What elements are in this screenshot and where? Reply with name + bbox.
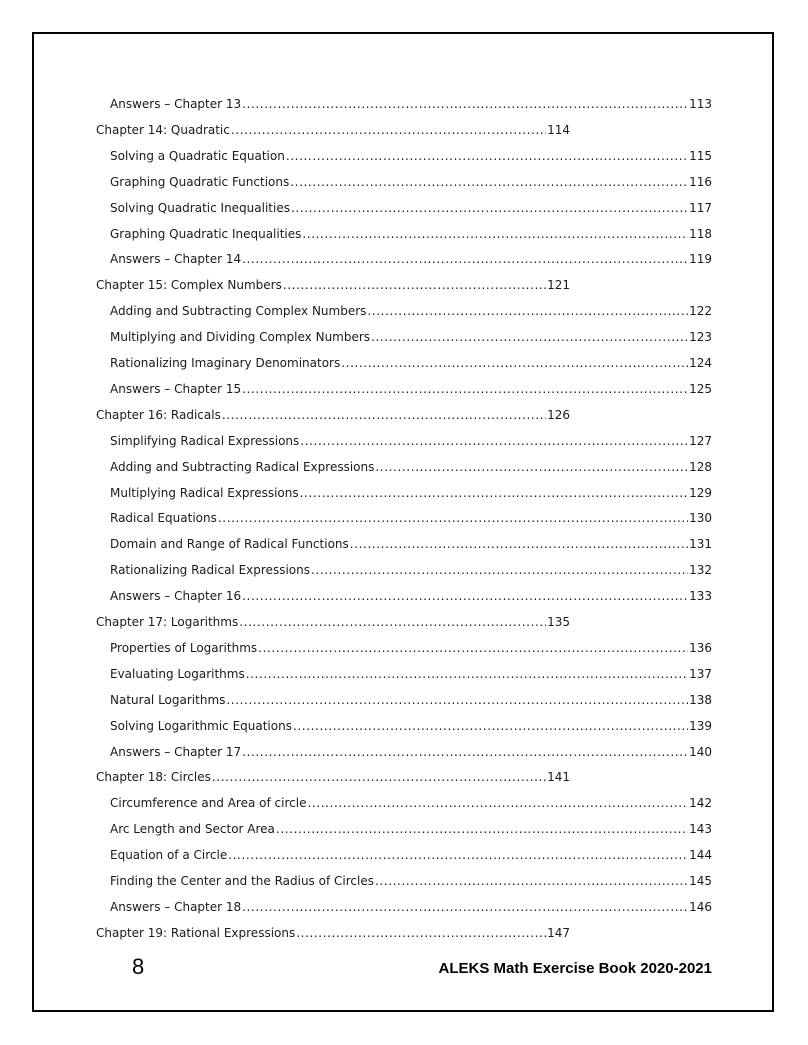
toc-entry-page: 126 — [547, 407, 570, 422]
toc-entry-title: Arc Length and Sector Area — [110, 822, 275, 837]
toc-entry[interactable] — [110, 741, 712, 759]
toc-dot-leader — [283, 278, 546, 292]
toc-entry-title: Rationalizing Radical Expressions — [110, 563, 310, 578]
toc-entry[interactable] — [110, 870, 712, 888]
footer-book-title: ALEKS Math Exercise Book 2020-2021 — [438, 960, 712, 977]
toc-entry[interactable] — [110, 715, 712, 733]
toc-entry[interactable] — [110, 533, 712, 551]
toc-dot-leader — [296, 926, 546, 940]
toc-entry[interactable] — [110, 456, 712, 474]
toc-entry[interactable] — [110, 171, 712, 189]
toc-entry-title: Finding the Center and the Radius of Circles — [110, 874, 374, 888]
toc-entry-page: 117 — [689, 200, 712, 215]
toc-entry-title: Solving Logarithmic Equations — [110, 718, 292, 733]
toc-entry-page: 113 — [689, 97, 712, 111]
toc-entry-page: 129 — [689, 485, 712, 500]
toc-entry[interactable] — [110, 818, 712, 836]
toc-entry-page: 125 — [689, 381, 712, 396]
toc-dot-leader — [290, 175, 688, 189]
toc-entry-title: Answers – Chapter 16 — [110, 589, 242, 604]
toc-dot-leader — [228, 848, 688, 862]
toc-dot-leader — [300, 434, 688, 448]
toc-entry[interactable] — [110, 482, 712, 500]
toc-dot-leader — [242, 900, 688, 914]
toc-entry[interactable] — [110, 326, 712, 344]
toc-entry-title: Circumference and Area of circle — [110, 796, 307, 811]
toc-dot-leader — [291, 201, 688, 215]
toc-entry-title: Answers – Chapter 14 — [110, 252, 242, 267]
toc-dot-leader — [307, 796, 688, 810]
toc-dot-leader — [246, 667, 688, 681]
toc-entry-page: 141 — [547, 770, 570, 785]
toc-dot-leader — [350, 537, 688, 551]
toc-entry-title: Solving a Quadratic Equation — [110, 148, 285, 163]
toc-entry-title: Chapter 18: Circles — [96, 770, 211, 785]
toc-dot-leader — [242, 97, 688, 111]
toc-entry-title: Chapter 17: Logarithms — [96, 615, 239, 629]
toc-entry[interactable] — [110, 197, 712, 215]
toc-entry-page: 131 — [689, 537, 712, 552]
toc-entry[interactable] — [110, 663, 712, 681]
toc-entry-page: 132 — [689, 563, 712, 578]
toc-dot-leader — [242, 382, 688, 396]
footer-page-number: 8 — [132, 954, 145, 979]
toc-dot-leader — [300, 486, 688, 500]
toc-entry[interactable] — [110, 378, 712, 396]
toc-dot-leader — [375, 460, 688, 474]
toc-entry[interactable] — [110, 559, 712, 577]
toc-entry-title: Multiplying and Dividing Complex Numbers — [110, 330, 371, 345]
toc-entry-page: 118 — [689, 226, 712, 241]
toc-dot-leader — [293, 719, 688, 733]
toc-entry-page: 147 — [547, 925, 570, 940]
toc-dot-leader — [302, 227, 688, 241]
toc-entry-page: 133 — [689, 589, 712, 604]
toc-entry-page: 146 — [689, 899, 712, 914]
toc-entry-page: 143 — [689, 822, 712, 837]
toc-entry-title: Rationalizing Imaginary Denominators — [110, 356, 341, 370]
toc-chapter-entry[interactable] — [96, 611, 570, 629]
toc-entry[interactable] — [110, 792, 712, 810]
toc-entry-title: Chapter 19: Rational Expressions — [96, 925, 296, 940]
toc-entry-page: 122 — [689, 304, 712, 319]
toc-entry-page: 138 — [689, 692, 712, 707]
toc-entry[interactable] — [110, 352, 712, 370]
toc-dot-leader — [239, 615, 546, 629]
toc-dot-leader — [242, 252, 688, 266]
toc-entry-title: Answers – Chapter 17 — [110, 744, 242, 759]
toc-entry-title: Graphing Quadratic Functions — [110, 174, 290, 189]
toc-dot-leader — [286, 149, 688, 163]
toc-entry[interactable] — [110, 844, 712, 862]
toc-entry[interactable] — [110, 223, 712, 241]
toc-dot-leader — [242, 745, 688, 759]
toc-entry-page: 123 — [689, 330, 712, 345]
toc-dot-leader — [276, 822, 688, 836]
toc-entry-title: Multiplying Radical Expressions — [110, 485, 299, 500]
toc-entry-title: Answers – Chapter 13 — [110, 97, 242, 111]
toc-entry-page: 130 — [689, 511, 712, 526]
toc-chapter-entry[interactable] — [96, 119, 570, 137]
toc-dot-leader — [341, 356, 688, 370]
toc-entry-page: 128 — [689, 459, 712, 474]
toc-entry-page: 137 — [689, 666, 712, 681]
toc-entry-title: Equation of a Circle — [110, 848, 228, 863]
toc-entry-title: Solving Quadratic Inequalities — [110, 200, 290, 215]
toc-chapter-entry[interactable] — [96, 922, 570, 940]
toc-entry-page: 124 — [689, 356, 712, 370]
toc-entry-title: Answers – Chapter 15 — [110, 381, 242, 396]
toc-entry-title: Chapter 15: Complex Numbers — [96, 278, 282, 293]
toc-entry-page: 119 — [689, 252, 712, 267]
toc-entry[interactable] — [110, 145, 712, 163]
toc-entry-page: 114 — [547, 122, 570, 137]
toc-entry-title: Graphing Quadratic Inequalities — [110, 226, 302, 241]
toc-dot-leader — [371, 330, 688, 344]
toc-dot-leader — [375, 874, 688, 888]
toc-entry-page: 142 — [689, 796, 712, 811]
toc-entry[interactable] — [110, 689, 712, 707]
toc-entry-page: 121 — [547, 278, 570, 293]
toc-entry[interactable] — [110, 507, 712, 525]
toc-entry-page: 127 — [689, 433, 712, 448]
toc-dot-leader — [242, 589, 688, 603]
toc-entry-title: Answers – Chapter 18 — [110, 899, 242, 914]
toc-entry-title: Properties of Logarithms — [110, 640, 258, 655]
toc-entry-page: 135 — [547, 615, 570, 629]
toc-dot-leader — [258, 641, 688, 655]
toc-dot-leader — [212, 770, 546, 784]
toc-dot-leader — [367, 304, 688, 318]
toc-entry[interactable] — [110, 585, 712, 603]
toc-dot-leader — [226, 693, 688, 707]
toc-entry[interactable] — [110, 896, 712, 914]
toc-dot-leader — [222, 408, 546, 422]
toc-entry-title: Natural Logarithms — [110, 692, 226, 707]
toc-entry-page: 145 — [689, 874, 712, 888]
toc-entry[interactable] — [110, 93, 712, 111]
toc-entry-page: 115 — [689, 148, 712, 163]
toc-chapter-entry[interactable] — [96, 404, 570, 422]
toc-entry-title: Radical Equations — [110, 511, 217, 526]
toc-entry-page: 140 — [689, 744, 712, 759]
toc-entry-title: Adding and Subtracting Radical Expressions — [110, 459, 375, 474]
toc-entry-title: Chapter 14: Quadratic — [96, 122, 230, 137]
toc-dot-leader — [311, 563, 688, 577]
toc-entry-title: Adding and Subtracting Complex Numbers — [110, 304, 367, 319]
toc-dot-leader — [231, 123, 546, 137]
toc-entry-page: 144 — [689, 848, 712, 863]
toc-entry[interactable] — [110, 637, 712, 655]
toc-entry-title: Evaluating Logarithms — [110, 666, 245, 681]
toc-entry[interactable] — [110, 248, 712, 266]
toc-entry-page: 116 — [689, 174, 712, 189]
toc-entry-page: 136 — [689, 640, 712, 655]
toc-entry[interactable] — [110, 300, 712, 318]
toc-entry-title: Simplifying Radical Expressions — [110, 433, 300, 448]
toc-entry[interactable] — [110, 430, 712, 448]
toc-entry-title: Chapter 16: Radicals — [96, 407, 221, 422]
toc-dot-leader — [218, 511, 688, 525]
toc-entry-title: Domain and Range of Radical Functions — [110, 537, 349, 552]
toc-chapter-entry[interactable] — [96, 274, 570, 292]
toc-chapter-entry[interactable] — [96, 766, 570, 784]
toc-entry-page: 139 — [689, 718, 712, 733]
